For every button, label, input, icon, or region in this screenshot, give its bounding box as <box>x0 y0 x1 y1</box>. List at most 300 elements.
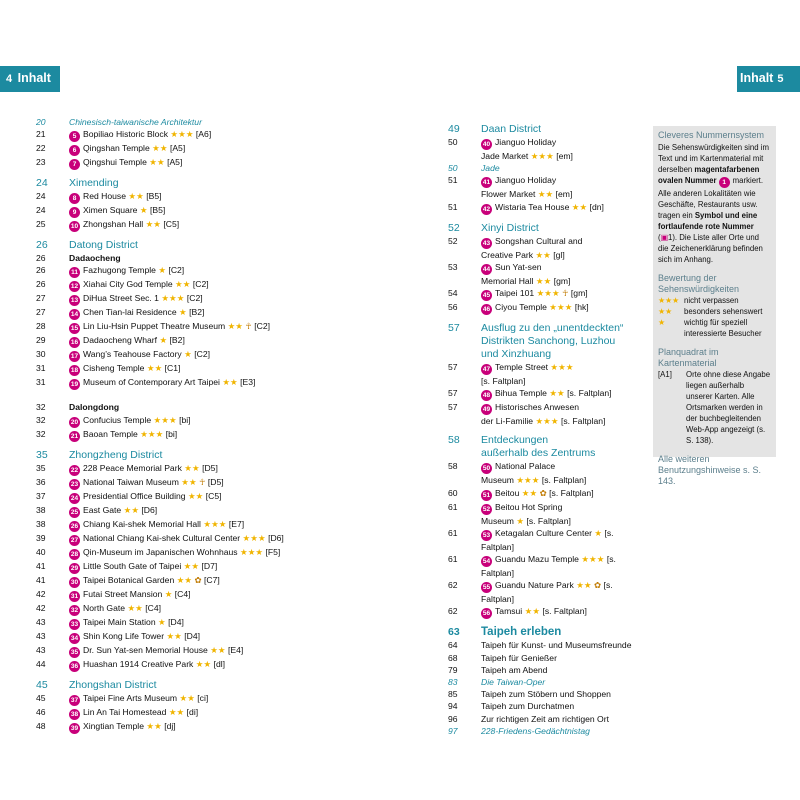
sight-number-badge: 47 <box>482 366 491 374</box>
page-number: 51 <box>448 201 458 212</box>
feature-symbol-icon: ✿ <box>539 487 547 498</box>
map-reference: [gm] <box>553 275 571 286</box>
toc-entry <box>36 334 376 348</box>
map-reference: [dl] <box>213 658 226 669</box>
header-rule-right <box>737 89 800 92</box>
entry-title: North Gate <box>83 602 126 613</box>
entry-title: National Palace <box>495 461 556 472</box>
page-number: 62 <box>448 580 458 591</box>
toc-entry <box>36 156 376 170</box>
page-number: 22 <box>36 143 46 154</box>
entry-title: Jianguo Holiday <box>495 137 557 147</box>
sight-number-badge: 17 <box>70 353 79 361</box>
toc-entry <box>448 174 648 188</box>
page-number: 38 <box>36 518 46 529</box>
sidebar-heading-numbering: Cleveres Nummernsystem <box>658 130 765 140</box>
grid-text: Orte ohne diese Angabe liegen außerhalb unserer Karten. Alle Ortsmarken werden in der buchbegleitenden Web-App angezeigt (s. S. 138). <box>686 370 771 445</box>
entry-text <box>69 679 157 692</box>
entry-text <box>481 188 572 200</box>
toc-entry <box>36 630 376 644</box>
entry-title: Ximen Square <box>83 205 138 216</box>
sight-number-badge: 8 <box>69 193 80 204</box>
entry-title: Zhongshan District <box>69 678 157 691</box>
star-rating-icon: ★★ <box>181 476 197 487</box>
page-number: 36 <box>36 476 46 487</box>
map-reference: [dj] <box>164 720 176 731</box>
page-number: 60 <box>448 487 458 498</box>
sight-number-badge: 24 <box>70 494 79 502</box>
toc-entry <box>448 188 648 200</box>
map-reference: [dn] <box>589 201 604 212</box>
page-number: 30 <box>36 349 46 360</box>
entry-title: Taipeh am Abend <box>481 664 548 675</box>
sight-number-badge: 31 <box>70 592 79 600</box>
sight-number-badge: 10 <box>70 223 79 231</box>
star-rating-icon: ★★ <box>535 249 551 260</box>
toc-entry <box>36 532 376 546</box>
sight-number-badge: 46 <box>482 306 491 314</box>
sight-number-badge: 56 <box>482 610 491 618</box>
sight-number-badge: 22 <box>70 466 79 474</box>
toc-entry <box>36 348 376 362</box>
map-reference: [gl] <box>553 249 565 260</box>
feature-symbol-icon: ☥ <box>199 476 206 487</box>
entry-title: Museum <box>481 515 514 526</box>
sidebar-heading-more: Alle weiteren Benutzungshinweise s. S. 143. <box>658 454 762 486</box>
entry-title: Zhongzheng District <box>69 448 163 461</box>
sight-number-badge: 5 <box>69 131 80 142</box>
entry-text <box>69 574 220 588</box>
entry-text <box>69 720 176 734</box>
toc-entry <box>448 688 648 700</box>
map-reference: [gm] <box>570 288 588 299</box>
page-number: 26 <box>36 253 46 264</box>
star-rating-icon: ★★★ <box>550 362 574 373</box>
entry-title: Xingtian Temple <box>83 720 144 731</box>
entry-title: Taipeh erleben <box>481 626 562 639</box>
toc-entry <box>448 605 648 619</box>
section-heading <box>448 123 648 136</box>
header-tab-right <box>737 66 800 90</box>
entry-title: Zhongshan Hall <box>83 219 144 230</box>
page-number: 44 <box>36 658 46 669</box>
map-reference: [hk] <box>574 302 589 313</box>
star-rating-icon: ★★ <box>524 606 541 617</box>
star-icon: ★★★ <box>658 296 679 305</box>
section-heading <box>36 177 376 190</box>
page-number: 31 <box>36 377 46 388</box>
page-number: 21 <box>36 129 46 140</box>
star-rating-icon: ★★ <box>571 201 588 212</box>
star-rating-icon: ★★ <box>166 630 182 641</box>
sidebar-text: Die Sehenswürdigkeiten sind im Text und im Kartenmaterial mit derselben <box>658 143 769 174</box>
toc-column-middle <box>448 116 648 737</box>
star-rating-icon: ★★ <box>127 602 143 613</box>
star-rating-icon: ★★ <box>175 279 191 290</box>
page-number: 97 <box>448 725 458 736</box>
star-rating-icon: ★ <box>594 527 603 538</box>
entry-title: Taipeh zum Stöbern und Shoppen <box>481 689 611 700</box>
entry-text <box>481 626 561 639</box>
section-heading <box>36 449 376 462</box>
star-rating-icon: ★★ <box>222 377 238 388</box>
star-rating-icon: ★★★ <box>153 414 177 425</box>
toc-entry <box>36 720 376 734</box>
page-number: 85 <box>448 689 458 700</box>
sight-number-badge: 44 <box>482 265 491 273</box>
sight-number-badge: 49 <box>482 406 491 414</box>
toc-entry <box>448 515 648 527</box>
toc-entry <box>448 375 648 387</box>
sight-number-badge: 45 <box>482 292 491 300</box>
page-number: 62 <box>448 606 458 617</box>
star-rating-icon: ★★ <box>521 487 538 498</box>
toc-entry <box>36 546 376 560</box>
star-rating-icon: ★★ <box>149 157 165 168</box>
entry-text <box>481 222 539 235</box>
map-reference: [D4] <box>184 630 201 641</box>
entry-text <box>69 190 162 204</box>
entry-title: Memorial Hall <box>481 275 534 286</box>
sight-number-badge: 15 <box>70 325 79 333</box>
entry-title: [s. Faltplan] <box>481 376 526 387</box>
entry-title: DiHua Street Sec. 1 <box>83 293 159 304</box>
page-number: 43 <box>36 644 46 655</box>
toc-entry <box>36 204 376 218</box>
entry-title: Distrikten Sanchong, Luzhou <box>481 335 616 348</box>
toc-entry <box>448 275 648 287</box>
entry-text <box>481 474 586 486</box>
entry-text <box>481 501 562 515</box>
sidebar-text-numbering <box>658 142 771 265</box>
map-reference: [D6] <box>141 504 158 515</box>
star-rating-icon: ★★ <box>146 720 162 731</box>
sight-number-badge: 50 <box>482 465 491 473</box>
map-reference: [C4] <box>174 588 191 599</box>
entry-text <box>69 462 218 476</box>
page-number: 61 <box>448 554 458 565</box>
entry-text <box>69 476 224 490</box>
entry-text <box>69 706 198 720</box>
toc-entry <box>448 301 648 315</box>
entry-title: Qin-Museum im Japanischen Wohnhaus <box>83 546 238 557</box>
entry-text <box>481 487 594 501</box>
entry-text <box>69 504 157 518</box>
toc-entry <box>36 560 376 574</box>
sight-number-badge: 41 <box>482 179 491 187</box>
map-reference: [F5] <box>265 546 281 557</box>
sight-number-badge: 30 <box>70 578 79 586</box>
star-rating-icon: ★★ <box>145 219 162 230</box>
page-number: 20 <box>36 117 46 127</box>
entry-title: außerhalb des Zentrums <box>481 447 596 460</box>
map-reference: [C1] <box>164 363 181 374</box>
page-number: 31 <box>36 363 46 374</box>
page-number: 57 <box>448 402 458 413</box>
map-reference: [em] <box>556 151 573 161</box>
sidebar-heading-rating: Bewertung der Sehenswürdigkeiten <box>658 273 740 294</box>
entry-title: Taipei Main Station <box>83 616 156 627</box>
map-reference: [A5] <box>167 157 183 168</box>
entry-title: Xinyi District <box>481 221 539 234</box>
entry-text <box>69 320 270 334</box>
entry-text <box>481 700 574 712</box>
toc-entry <box>448 150 648 162</box>
page-number: 83 <box>448 677 458 688</box>
star-rating-icon: ★★ <box>187 490 204 501</box>
sight-number-badge: 38 <box>70 710 79 718</box>
star-rating-icon: ★★ <box>152 143 168 154</box>
entry-title: Fazhugong Temple <box>83 265 156 276</box>
star-rating-icon: ★ <box>184 349 192 360</box>
entry-text <box>69 532 284 546</box>
entry-title: Guandu Mazu Temple <box>495 554 579 565</box>
toc-entry <box>36 376 376 390</box>
sight-number-badge: 51 <box>482 491 491 499</box>
entry-title: Confucius Temple <box>83 414 152 425</box>
map-reference: [C2] <box>168 265 185 276</box>
entry-text <box>481 652 557 664</box>
entry-text <box>481 322 623 335</box>
rating-label: nicht verpassen <box>684 296 739 305</box>
entry-title: Bopiliao Historic Block <box>83 129 169 140</box>
sight-number-badge: 43 <box>482 239 491 247</box>
entry-title: Baoan Temple <box>83 428 138 439</box>
toc-entry <box>36 518 376 532</box>
page-number: 61 <box>448 501 458 512</box>
entry-text <box>481 527 648 553</box>
feature-symbol-icon: ☥ <box>562 288 569 299</box>
star-rating-icon: ★★ <box>227 321 244 332</box>
page-number: 58 <box>448 461 458 472</box>
entry-title: Ausflug zu den „unentdeckten“ <box>481 322 624 335</box>
page-number: 32 <box>36 414 46 425</box>
map-reference: [s. Faltplan] <box>481 554 616 579</box>
section-heading <box>448 322 648 335</box>
page-number: 42 <box>36 602 46 613</box>
entry-title: Wang’s Teahouse Factory <box>83 349 182 360</box>
page-number: 43 <box>36 616 46 627</box>
subsection-heading <box>36 401 376 413</box>
page-number: 68 <box>448 652 458 663</box>
page-number: 29 <box>36 335 46 346</box>
entry-text <box>69 334 185 348</box>
entry-title: Shin Kong Life Tower <box>83 630 165 641</box>
map-reference: [C5] <box>163 219 180 230</box>
entry-title: Qingshan Temple <box>83 143 150 154</box>
page-number: 54 <box>448 288 458 299</box>
toc-entry <box>36 490 376 504</box>
star-rating-icon: ★★★ <box>170 129 194 140</box>
star-rating-icon: ★★★ <box>140 428 164 439</box>
page-number: 51 <box>448 175 458 186</box>
page-number: 26 <box>36 279 46 290</box>
grid-explanation <box>658 369 771 446</box>
entry-title: Little South Gate of Taipei <box>83 560 182 571</box>
toc-entry <box>448 700 648 712</box>
entry-text <box>69 428 177 442</box>
entry-text <box>69 630 200 644</box>
entry-text <box>69 449 162 462</box>
entry-title: Lin An Tai Homestead <box>83 706 167 717</box>
entry-text <box>481 249 565 261</box>
toc-entry <box>36 574 376 588</box>
entry-title: Dalongdong <box>69 402 120 413</box>
entry-text <box>69 128 211 142</box>
entry-title: Qingshui Temple <box>83 157 147 168</box>
page-number: 53 <box>448 261 458 272</box>
rating-label: besonders sehenswert <box>684 307 763 316</box>
shop-icon: ▣ <box>660 233 668 242</box>
star-rating-icon: ★ <box>158 265 167 276</box>
star-rating-icon: ★★ <box>176 574 193 585</box>
entry-title: der Li-Familie <box>481 416 534 427</box>
page-number: 56 <box>448 302 458 313</box>
sidebar-heading-grid: Planquadrat im Kartenmaterial <box>658 347 719 368</box>
rating-row <box>658 306 771 317</box>
sidebar-text: markiert. Alle anderen Lokalitäten wie Geschäfte, Restaurants usw. tragen ein <box>658 176 763 220</box>
page-number: 48 <box>36 720 46 731</box>
entry-text <box>69 239 138 252</box>
star-rating-icon: ★★★ <box>242 532 266 543</box>
star-rating-icon: ★★ <box>537 189 554 200</box>
entry-title: Chen Tian-lai Residence <box>83 307 177 318</box>
entry-title: Entdeckungen <box>481 434 549 447</box>
entry-title: Taipei Botanical Garden <box>83 574 175 585</box>
map-reference: [E3] <box>240 377 256 388</box>
toc-entry <box>448 136 648 150</box>
page-number: 40 <box>36 546 46 557</box>
star-rating-icon: ★ <box>164 588 173 599</box>
map-reference: [E4] <box>228 644 244 655</box>
entry-title: Red House <box>83 191 126 202</box>
toc-entry <box>448 387 648 401</box>
entry-text <box>481 553 648 579</box>
entry-text <box>69 588 191 602</box>
page-number: 46 <box>36 706 46 717</box>
map-reference: [di] <box>186 706 199 717</box>
sight-number-badge: 21 <box>70 432 79 440</box>
page-number: 50 <box>448 137 458 147</box>
toc-entry <box>448 579 648 605</box>
sight-number-badge: 25 <box>70 508 79 516</box>
section-heading <box>448 626 648 639</box>
entry-text <box>481 301 589 315</box>
section-heading <box>36 239 376 252</box>
entry-text <box>481 605 587 619</box>
entry-title: Jade Market <box>481 151 529 161</box>
toc-entry <box>448 501 648 515</box>
map-reference: [s. Faltplan] <box>526 515 571 526</box>
rating-label: wichtig für speziell interessierte Besucher <box>684 318 762 338</box>
toc-entry <box>448 487 648 501</box>
toc-entry <box>448 235 648 249</box>
entry-text <box>481 664 547 676</box>
star-rating-icon: ★★ <box>168 706 185 717</box>
entry-title: Daan District <box>481 123 542 135</box>
sight-number-badge: 48 <box>482 392 491 400</box>
page-number: 26 <box>36 239 48 252</box>
map-reference: [C2] <box>194 349 210 360</box>
entry-text <box>481 162 500 174</box>
sight-number-badge: 33 <box>70 620 79 628</box>
map-reference: [B5] <box>149 205 166 216</box>
star-rating-icon: ★★★ <box>536 288 560 299</box>
entry-text <box>481 434 548 447</box>
sight-number-badge: 52 <box>482 505 491 513</box>
section-heading <box>448 222 648 235</box>
page-number: 61 <box>448 527 458 538</box>
map-reference: [D5] <box>202 462 218 473</box>
map-reference: [em] <box>555 189 573 200</box>
toc-entry <box>36 616 376 630</box>
entry-title: 228 Peace Memorial Park <box>83 462 182 473</box>
sight-number-badge: 54 <box>482 558 491 566</box>
entry-title: Jade <box>481 163 500 174</box>
toc-entry <box>36 476 376 490</box>
entry-title: Taipeh für Genießer <box>481 652 557 663</box>
entry-title: National Taiwan Museum <box>83 476 179 487</box>
entry-title: Die Taiwan-Oper <box>481 677 546 688</box>
entry-text <box>69 401 119 413</box>
star-rating-icon: ★★ <box>128 191 144 202</box>
entry-text <box>481 401 579 415</box>
toc-entry <box>36 692 376 706</box>
entry-text <box>481 287 588 301</box>
sight-number-badge: 12 <box>70 283 79 291</box>
toc-entry <box>448 415 648 427</box>
entry-title: Dadaocheng Wharf <box>83 335 158 346</box>
toc-entry <box>448 474 648 486</box>
entry-text <box>481 201 604 215</box>
star-rating-icon: ★★★ <box>161 293 185 304</box>
map-reference: [C2] <box>186 293 203 304</box>
entry-text <box>69 278 209 292</box>
map-reference: [bi] <box>179 414 191 425</box>
star-rating-icon: ★★ <box>179 692 195 703</box>
map-reference: [s. Faltplan] <box>542 606 587 617</box>
map-reference: [D6] <box>268 532 284 543</box>
toc-entry <box>448 639 648 651</box>
entry-text <box>69 116 202 128</box>
rating-row <box>658 295 771 306</box>
grid-key: [A1] <box>658 370 672 379</box>
page-number: 35 <box>36 462 46 473</box>
entry-title: Huashan 1914 Creative Park <box>83 658 194 669</box>
entry-text <box>481 150 573 162</box>
star-rating-icon: ★★ <box>184 462 200 473</box>
star-rating-icon: ★★ <box>549 388 565 399</box>
map-reference: [D5] <box>207 476 224 487</box>
map-reference: [C5] <box>205 490 222 501</box>
entry-title: Jianguo Holiday <box>495 175 557 186</box>
toc-entry <box>36 218 376 232</box>
page-number: 38 <box>36 504 46 515</box>
page-number: 39 <box>36 532 46 543</box>
map-reference: [C2] <box>192 279 209 290</box>
star-icon: ★★ <box>658 307 672 316</box>
feature-entry <box>36 116 376 128</box>
toc-entry <box>36 292 376 306</box>
page-number: 52 <box>448 221 460 234</box>
sight-number-badge: 32 <box>70 606 79 614</box>
page-number: 24 <box>36 177 48 190</box>
page-number: 57 <box>448 362 458 373</box>
sight-number-badge: 39 <box>70 724 79 732</box>
entry-text <box>481 676 545 688</box>
map-reference: [bi] <box>165 428 178 439</box>
entry-text <box>69 156 182 170</box>
